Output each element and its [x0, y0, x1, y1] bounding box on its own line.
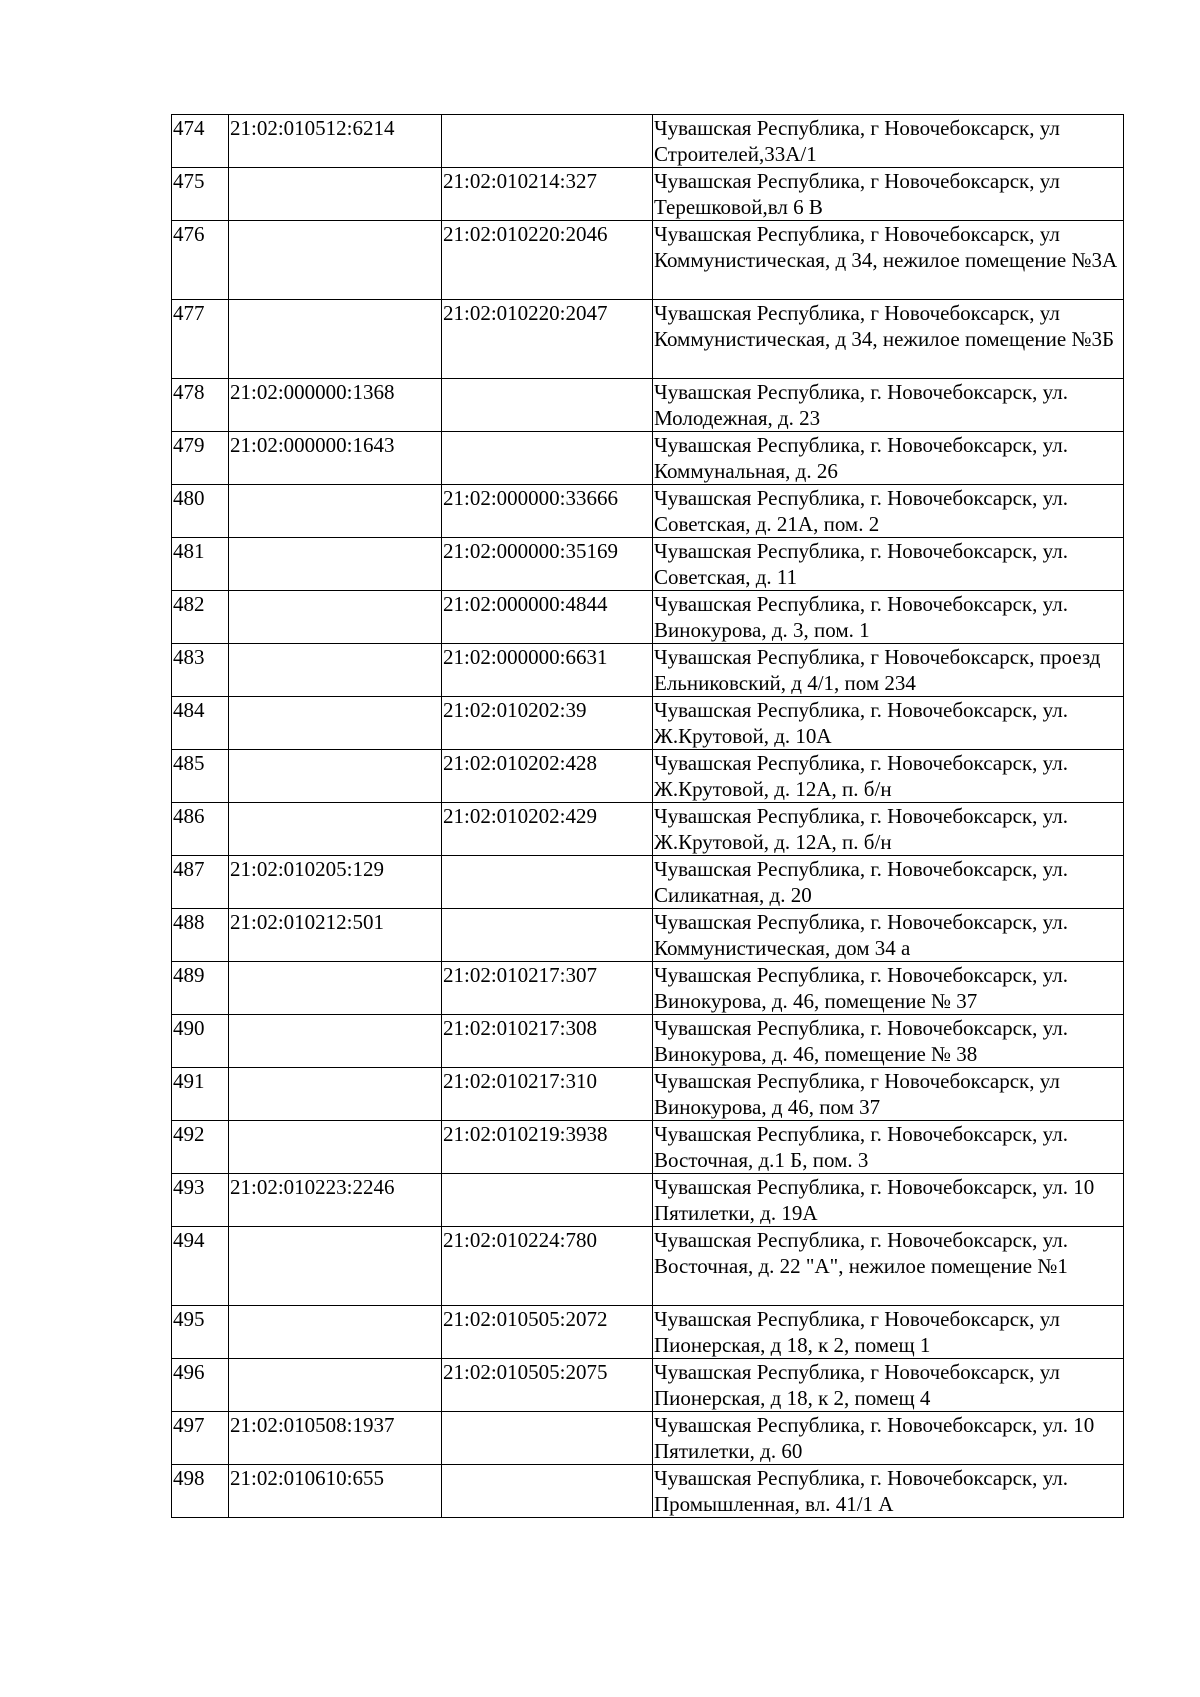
address-cell: Чувашская Республика, г Новочебоксарск, ул Терешковой,вл 6 В [653, 168, 1124, 221]
table-row [172, 168, 1124, 221]
cadastral-number-secondary-cell: 21:02:010220:2046 [442, 221, 653, 300]
cadastral-number-secondary-cell: 21:02:000000:4844 [442, 591, 653, 644]
cadastral-number-secondary-cell [442, 1465, 653, 1518]
row-number-cell: 488 [172, 909, 229, 962]
address-cell: Чувашская Республика, г. Новочебоксарск, ул. Коммунальная, д. 26 [653, 432, 1124, 485]
table-row [172, 644, 1124, 697]
cadastral-number-cell: 21:02:010223:2246 [229, 1174, 442, 1227]
cadastral-number-secondary-cell: 21:02:000000:33666 [442, 485, 653, 538]
cadastral-number-cell [229, 221, 442, 300]
cadastral-number-cell [229, 538, 442, 591]
address-cell: Чувашская Республика, г. Новочебоксарск, ул. Винокурова, д. 3, пом. 1 [653, 591, 1124, 644]
address-cell: Чувашская Республика, г Новочебоксарск, ул Строителей,33А/1 [653, 115, 1124, 168]
cadastral-number-cell: 21:02:010205:129 [229, 856, 442, 909]
address-cell: Чувашская Республика, г Новочебоксарск, ул Пионерская, д 18, к 2, помещ 4 [653, 1359, 1124, 1412]
table-row [172, 803, 1124, 856]
address-cell: Чувашская Республика, г. Новочебоксарск, ул. Винокурова, д. 46, помещение № 37 [653, 962, 1124, 1015]
cadastral-number-cell [229, 644, 442, 697]
cadastral-number-secondary-cell [442, 1412, 653, 1465]
cadastral-number-secondary-cell [442, 909, 653, 962]
address-cell: Чувашская Республика, г. Новочебоксарск, ул. Ж.Крутовой, д. 12А, п. б/н [653, 803, 1124, 856]
table-row [172, 697, 1124, 750]
cadastral-number-cell [229, 1227, 442, 1306]
cadastral-number-cell: 21:02:000000:1368 [229, 379, 442, 432]
cadastral-number-cell: 21:02:000000:1643 [229, 432, 442, 485]
cadastral-number-cell: 21:02:010512:6214 [229, 115, 442, 168]
address-cell: Чувашская Республика, г. Новочебоксарск, ул. Ж.Крутовой, д. 10А [653, 697, 1124, 750]
cadastral-number-cell: 21:02:010610:655 [229, 1465, 442, 1518]
row-number-cell: 487 [172, 856, 229, 909]
address-cell: Чувашская Республика, г Новочебоксарск, ул Коммунистическая, д 34, нежилое помещение №3А [653, 221, 1124, 300]
row-number-cell: 483 [172, 644, 229, 697]
cadastral-number-cell [229, 962, 442, 1015]
cadastral-number-secondary-cell: 21:02:010202:429 [442, 803, 653, 856]
address-cell: Чувашская Республика, г Новочебоксарск, ул Коммунистическая, д 34, нежилое помещение №3Б [653, 300, 1124, 379]
table-row [172, 432, 1124, 485]
address-cell: Чувашская Республика, г. Новочебоксарск, ул. Молодежная, д. 23 [653, 379, 1124, 432]
cadastral-number-cell: 21:02:010212:501 [229, 909, 442, 962]
table-row [172, 1174, 1124, 1227]
row-number-cell: 492 [172, 1121, 229, 1174]
address-cell: Чувашская Республика, г. Новочебоксарск, ул. Ж.Крутовой, д. 12А, п. б/н [653, 750, 1124, 803]
row-number-cell: 496 [172, 1359, 229, 1412]
table-row [172, 1227, 1124, 1306]
table-row [172, 1465, 1124, 1518]
cadastral-number-cell [229, 803, 442, 856]
cadastral-number-cell [229, 1015, 442, 1068]
cadastral-number-secondary-cell: 21:02:010217:310 [442, 1068, 653, 1121]
cadastral-number-cell [229, 1306, 442, 1359]
cadastral-number-secondary-cell [442, 432, 653, 485]
cadastral-number-secondary-cell: 21:02:010202:39 [442, 697, 653, 750]
row-number-cell: 482 [172, 591, 229, 644]
address-cell: Чувашская Республика, г. Новочебоксарск, ул. Винокурова, д. 46, помещение № 38 [653, 1015, 1124, 1068]
table-row [172, 591, 1124, 644]
table-body [172, 115, 1124, 1518]
table-row [172, 1359, 1124, 1412]
cadastral-number-cell [229, 697, 442, 750]
cadastral-number-secondary-cell: 21:02:000000:35169 [442, 538, 653, 591]
table-row [172, 538, 1124, 591]
table-row [172, 221, 1124, 300]
address-cell: Чувашская Республика, г. Новочебоксарск, ул. Советская, д. 11 [653, 538, 1124, 591]
cadastral-number-secondary-cell: 21:02:010217:308 [442, 1015, 653, 1068]
table-row [172, 379, 1124, 432]
table-row [172, 1121, 1124, 1174]
cadastral-number-cell [229, 300, 442, 379]
cadastral-number-secondary-cell: 21:02:010505:2072 [442, 1306, 653, 1359]
row-number-cell: 480 [172, 485, 229, 538]
table-row [172, 115, 1124, 168]
table-row [172, 1015, 1124, 1068]
row-number-cell: 495 [172, 1306, 229, 1359]
address-cell: Чувашская Республика, г Новочебоксарск, проезд Ельниковский, д 4/1, пом 234 [653, 644, 1124, 697]
address-cell: Чувашская Республика, г. Новочебоксарск, ул. Силикатная, д. 20 [653, 856, 1124, 909]
row-number-cell: 486 [172, 803, 229, 856]
table-row [172, 1068, 1124, 1121]
row-number-cell: 479 [172, 432, 229, 485]
address-cell: Чувашская Республика, г. Новочебоксарск, ул. Восточная, д. 22 "А", нежилое помещение №1 [653, 1227, 1124, 1306]
row-number-cell: 491 [172, 1068, 229, 1121]
row-number-cell: 490 [172, 1015, 229, 1068]
row-number-cell: 477 [172, 300, 229, 379]
table-row [172, 1306, 1124, 1359]
cadastral-number-cell [229, 750, 442, 803]
address-cell: Чувашская Республика, г. Новочебоксарск, ул. Восточная, д.1 Б, пом. 3 [653, 1121, 1124, 1174]
row-number-cell: 474 [172, 115, 229, 168]
cadastral-number-secondary-cell: 21:02:010217:307 [442, 962, 653, 1015]
cadastral-number-cell: 21:02:010508:1937 [229, 1412, 442, 1465]
row-number-cell: 497 [172, 1412, 229, 1465]
cadastral-number-cell [229, 591, 442, 644]
cadastral-number-secondary-cell: 21:02:000000:6631 [442, 644, 653, 697]
address-cell: Чувашская Республика, г. Новочебоксарск, ул. 10 Пятилетки, д. 19А [653, 1174, 1124, 1227]
cadastral-number-secondary-cell: 21:02:010220:2047 [442, 300, 653, 379]
address-cell: Чувашская Республика, г Новочебоксарск, ул Винокурова, д 46, пом 37 [653, 1068, 1124, 1121]
table-row [172, 856, 1124, 909]
table-row [172, 1412, 1124, 1465]
table-row [172, 485, 1124, 538]
cadastral-number-cell [229, 1359, 442, 1412]
address-cell: Чувашская Республика, г. Новочебоксарск, ул. Советская, д. 21А, пом. 2 [653, 485, 1124, 538]
cadastral-number-cell [229, 1068, 442, 1121]
cadastral-number-cell [229, 485, 442, 538]
table-row [172, 300, 1124, 379]
table-row [172, 962, 1124, 1015]
cadastral-number-secondary-cell [442, 115, 653, 168]
cadastral-number-secondary-cell: 21:02:010202:428 [442, 750, 653, 803]
row-number-cell: 478 [172, 379, 229, 432]
address-cell: Чувашская Республика, г. Новочебоксарск, ул. Коммунистическая, дом 34 а [653, 909, 1124, 962]
table-row [172, 909, 1124, 962]
cadastral-number-cell [229, 168, 442, 221]
row-number-cell: 494 [172, 1227, 229, 1306]
address-cell: Чувашская Республика, г. Новочебоксарск, ул. Промышленная, вл. 41/1 А [653, 1465, 1124, 1518]
address-cell: Чувашская Республика, г Новочебоксарск, ул Пионерская, д 18, к 2, помещ 1 [653, 1306, 1124, 1359]
row-number-cell: 489 [172, 962, 229, 1015]
cadastral-number-secondary-cell [442, 379, 653, 432]
cadastral-number-cell [229, 1121, 442, 1174]
cadastral-number-secondary-cell [442, 1174, 653, 1227]
cadastral-number-secondary-cell: 21:02:010214:327 [442, 168, 653, 221]
address-cell: Чувашская Республика, г. Новочебоксарск, ул. 10 Пятилетки, д. 60 [653, 1412, 1124, 1465]
row-number-cell: 484 [172, 697, 229, 750]
row-number-cell: 498 [172, 1465, 229, 1518]
cadastral-number-secondary-cell [442, 856, 653, 909]
row-number-cell: 493 [172, 1174, 229, 1227]
cadastral-number-secondary-cell: 21:02:010224:780 [442, 1227, 653, 1306]
property-table [171, 114, 1124, 1518]
row-number-cell: 475 [172, 168, 229, 221]
cadastral-number-secondary-cell: 21:02:010505:2075 [442, 1359, 653, 1412]
row-number-cell: 485 [172, 750, 229, 803]
row-number-cell: 481 [172, 538, 229, 591]
row-number-cell: 476 [172, 221, 229, 300]
cadastral-number-secondary-cell: 21:02:010219:3938 [442, 1121, 653, 1174]
table-row [172, 750, 1124, 803]
